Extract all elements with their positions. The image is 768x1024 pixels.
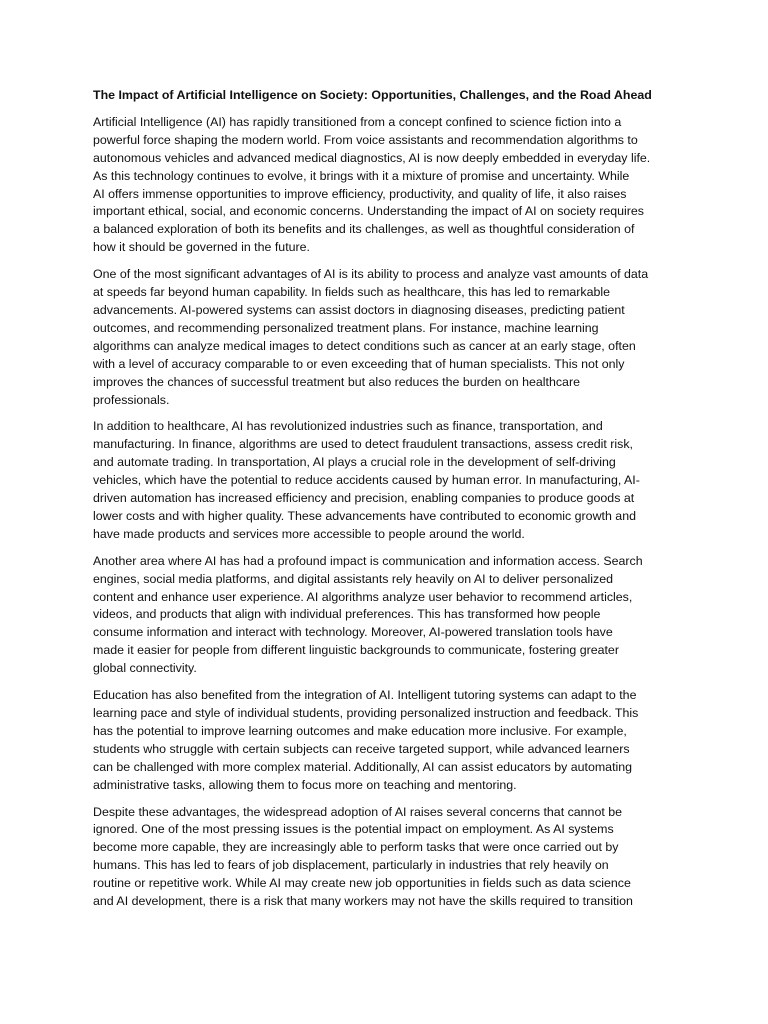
paragraph-employment-concerns: Despite these advantages, the widespread adoption of AI raises several concerns that cannot be ignored. One of the most pressing issues is the potential impact on employment. As AI systems become more capable, they are increasingly able to perform tasks that were once carried out by humans. This has led to fears of job displacement, particularly in industries that rely heavily on routine or repetitive work. While AI may create new job opportunities in fields such as data science and AI development, there is a risk that many workers may not have the skills required to transition (93, 804, 633, 909)
paragraph-education: Education has also benefited from the integration of AI. Intelligent tutoring systems can adapt to the learning pace and style of individual students, providing personalized instruction and feedback. This has the potential to improve learning outcomes and make education more inclusive. For example, students who struggle with certain subjects can receive targeted support, while advanced learners can be challenged with more complex material. Additionally, AI can assist educators by automating administrative tasks, allowing them to focus more on teaching and mentoring. (93, 688, 639, 792)
paragraph-data-processing: One of the most significant advantages of AI is its ability to process and analyze vast amounts of data at speeds far beyond human capability. In fields such as healthcare, this has led to remarkable advancements. AI-powered systems can assist doctors in diagnosing diseases, predicting patient outcomes, and recommending personalized treatment plans. For instance, machine learning algorithms can analyze medical images to detect conditions such as cancer at an early stage, often with a level of accuracy comparable to or even exceeding that of human specialists. This not only improves the chances of successful treatment but also reduces the burden on healthcare professionals. (93, 267, 649, 407)
paragraph-communication: Another area where AI has had a profound impact is communication and information access. Search engines, social media platforms, and digital assistants rely heavily on AI to deliver personalized content and enhance user experience. AI algorithms analyze user behavior to recommend articles, videos, and products that align with individual preferences. This has transformed how people consume information and interact with technology. Moreover, AI-powered translation tools have made it easier for people from different linguistic backgrounds to communicate, fostering greater global connectivity. (93, 553, 643, 676)
document-body (93, 87, 683, 920)
paragraph-introduction: Artificial Intelligence (AI) has rapidly transitioned from a concept confined to science fiction into a powerful force shaping the modern world. From voice assistants and recommendation algorithms to autonomous vehicles and advanced medical diagnostics, AI is now deeply embedded in everyday life. As this technology continues to evolve, it brings with it a mixture of promise and uncertainty. While AI offers immense opportunities to improve efficiency, productivity, and quality of life, it also raises important ethical, social, and economic concerns. Understanding the impact of AI on society requires a balanced exploration of both its benefits and its challenges, as well as thoughtful consideration of how it should be governed in the future. (93, 114, 651, 255)
paragraph-industries: In addition to healthcare, AI has revolutionized industries such as finance, transportation, and manufacturing. In finance, algorithms are used to detect fraudulent transactions, assess credit risk, and automate trading. In transportation, AI plays a crucial role in the development of self-driving vehicles, which have the potential to reduce accidents caused by human error. In manufacturing, AI- driven automation has increased efficiency and precision, enabling companies to produce goods at lower costs and with higher quality. These advancements have contributed to economic growth and have made products and services more accessible to people around the world. (93, 419, 640, 541)
document-title: The Impact of Artificial Intelligence on Society: Opportunities, Challenges, and the Road Ahead (93, 88, 652, 102)
